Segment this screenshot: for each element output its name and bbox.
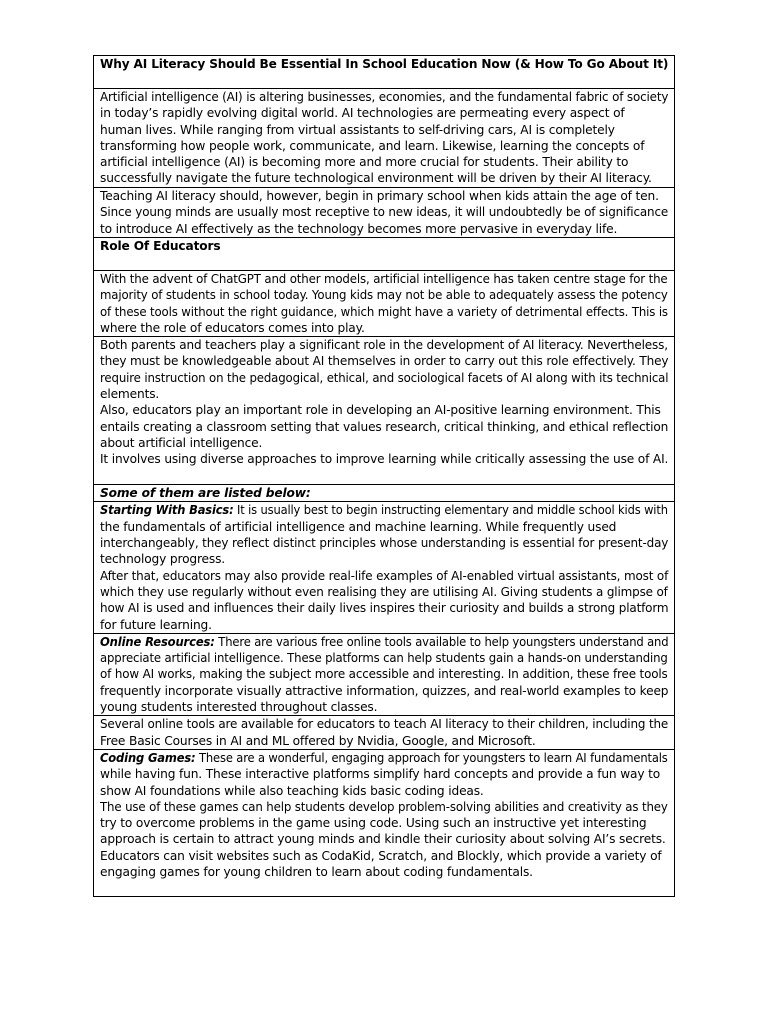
coding-line: show AI foundations while also teaching kids basic coding ideas.: [100, 783, 484, 798]
tools-line: Several online tools are available for educators to teach AI literacy to their children, including the: [100, 717, 669, 732]
table-row: [94, 271, 675, 337]
parents-line: Also, educators play an important role in developing an AI-positive learning environment. This: [100, 403, 661, 418]
table-row: [94, 485, 675, 502]
parents-line: Both parents and teachers play a significant role in the development of AI literacy. Nevertheless,: [100, 338, 668, 353]
table-row: [94, 749, 675, 896]
online-first-line: There are various free online tools available to help youngsters understand and: [214, 634, 669, 649]
coding-first-line: These are a wonderful, engaging approach for youngsters to learn AI fundamentals: [195, 750, 668, 765]
online-line: young students interested throughout classes.: [100, 700, 378, 715]
table-row: [94, 502, 675, 633]
basics-line: for future learning.: [100, 617, 212, 632]
online-cell: [94, 633, 675, 715]
parents-line: require instruction on the pedagogical, ethical, and sociological facets of AI along with its technical: [100, 370, 669, 385]
teaching-line: Since young minds are usually most receptive to new ideas, it will undoubtedly be of significance: [100, 205, 669, 220]
intro-line: human lives. While ranging from virtual assistants to self-driving cars, AI is completely: [100, 122, 615, 137]
coding-line: The use of these games can help students develop problem-solving abilities and creativity as they: [100, 799, 668, 814]
parents-cell: [94, 337, 675, 485]
coding-line: Educators can visit websites such as CodaKid, Scratch, and Blockly, which provide a variety of: [100, 848, 662, 863]
table-row: [94, 56, 675, 89]
table-row: [94, 238, 675, 271]
listed-heading-cell: [94, 485, 675, 502]
parents-line: entails creating a classroom setting that values research, critical thinking, and ethical reflection: [100, 419, 669, 434]
table-row: [94, 89, 675, 188]
role-heading-cell: [94, 238, 675, 271]
intro-cell: [94, 89, 675, 188]
coding-label: Coding Games:: [100, 750, 196, 765]
chatgpt-line: With the advent of ChatGPT and other models, artificial intelligence has taken centre stage for the: [100, 272, 668, 286]
intro-line: in today’s rapidly evolving digital world. AI technologies are permeating every aspect of: [100, 106, 625, 121]
basics-line: which they use regularly without even realising they are utilising AI. Giving students a glimpse of: [100, 584, 668, 599]
coding-line: try to overcome problems in the game using code. Using such an instructive yet interesting: [100, 816, 647, 831]
table-row: [94, 716, 675, 750]
basics-label: Starting With Basics:: [100, 503, 234, 518]
table-row: [94, 188, 675, 238]
table-row: [94, 337, 675, 485]
basics-first-line: It is usually best to begin instructing elementary and middle school kids with: [233, 503, 668, 518]
basics-line: After that, educators may also provide real-life examples of AI-enabled virtual assistants, most of: [100, 568, 669, 583]
teaching-line: to introduce AI effectively as the technology becomes more pervasive in everyday life.: [100, 221, 618, 236]
role-heading: Role Of Educators: [100, 239, 221, 253]
online-line: frequently incorporate visually attractive information, quizzes, and real-world examples to keep: [100, 683, 669, 698]
table-row: [94, 633, 675, 715]
chatgpt-line: of these tools without the right guidance, which might have a variety of detrimental effects. This is: [100, 304, 668, 319]
teaching-cell: [94, 188, 675, 238]
parents-line: about artificial intelligence.: [100, 435, 263, 450]
tools-cell: [94, 716, 675, 750]
coding-line: [100, 750, 668, 766]
article-table: [93, 55, 675, 897]
title-cell: [94, 56, 675, 89]
online-line: [100, 634, 669, 650]
basics-line: technology progress.: [100, 552, 226, 567]
chatgpt-cell: [94, 271, 675, 337]
intro-line: Artificial intelligence (AI) is altering businesses, economies, and the fundamental fabric of society: [100, 90, 669, 104]
online-line: of how AI works, making the subject more accessible and interesting. In addition, these free tools: [100, 667, 668, 682]
coding-line: approach is certain to attract young minds and kindle their curiosity about solving AI’s secrets.: [100, 832, 666, 847]
online-label: Online Resources:: [100, 634, 215, 649]
coding-line: engaging games for young children to learn about coding fundamentals.: [100, 865, 533, 880]
article-title: Why AI Literacy Should Be Essential In School Education Now (& How To Go About It): [100, 57, 669, 71]
basics-cell: [94, 502, 675, 633]
basics-line: how AI is used and influences their daily lives inspires their curiosity and builds a strong platform: [100, 601, 669, 616]
parents-line: elements.: [100, 387, 160, 402]
chatgpt-line: where the role of educators comes into play.: [100, 320, 365, 335]
coding-line: while having fun. These interactive platforms simplify hard concepts and provide a fun way to: [100, 767, 661, 782]
basics-line: [100, 502, 668, 518]
listed-heading: Some of them are listed below:: [100, 486, 311, 501]
coding-cell: [94, 749, 675, 896]
teaching-line: Teaching AI literacy should, however, begin in primary school when kids attain the age of ten.: [100, 189, 659, 203]
intro-line: artificial intelligence (AI) is becoming more and more crucial for students. Their ability to: [100, 155, 629, 170]
chatgpt-line: majority of students in school today. Young kids may not be able to adequately assess the potency: [100, 288, 668, 303]
intro-line: transforming how people work, communicate, and learn. Likewise, learning the concepts of: [100, 138, 645, 153]
basics-line: the fundamentals of artificial intelligence and machine learning. While frequently used: [100, 519, 617, 534]
tools-line: Free Basic Courses in AI and ML offered by Nvidia, Google, and Microsoft.: [100, 733, 536, 748]
online-line: appreciate artificial intelligence. These platforms can help students gain a hands-on understanding: [100, 651, 668, 666]
parents-line: they must be knowledgeable about AI themselves in order to carry out this role effectively. They: [100, 354, 669, 369]
intro-line: successfully navigate the future technological environment will be driven by their AI literacy.: [100, 171, 652, 186]
basics-line: interchangeably, they reflect distinct principles whose understanding is essential for present-day: [100, 536, 669, 551]
parents-line: It involves using diverse approaches to improve learning while critically assessing the use of AI.: [100, 452, 669, 467]
